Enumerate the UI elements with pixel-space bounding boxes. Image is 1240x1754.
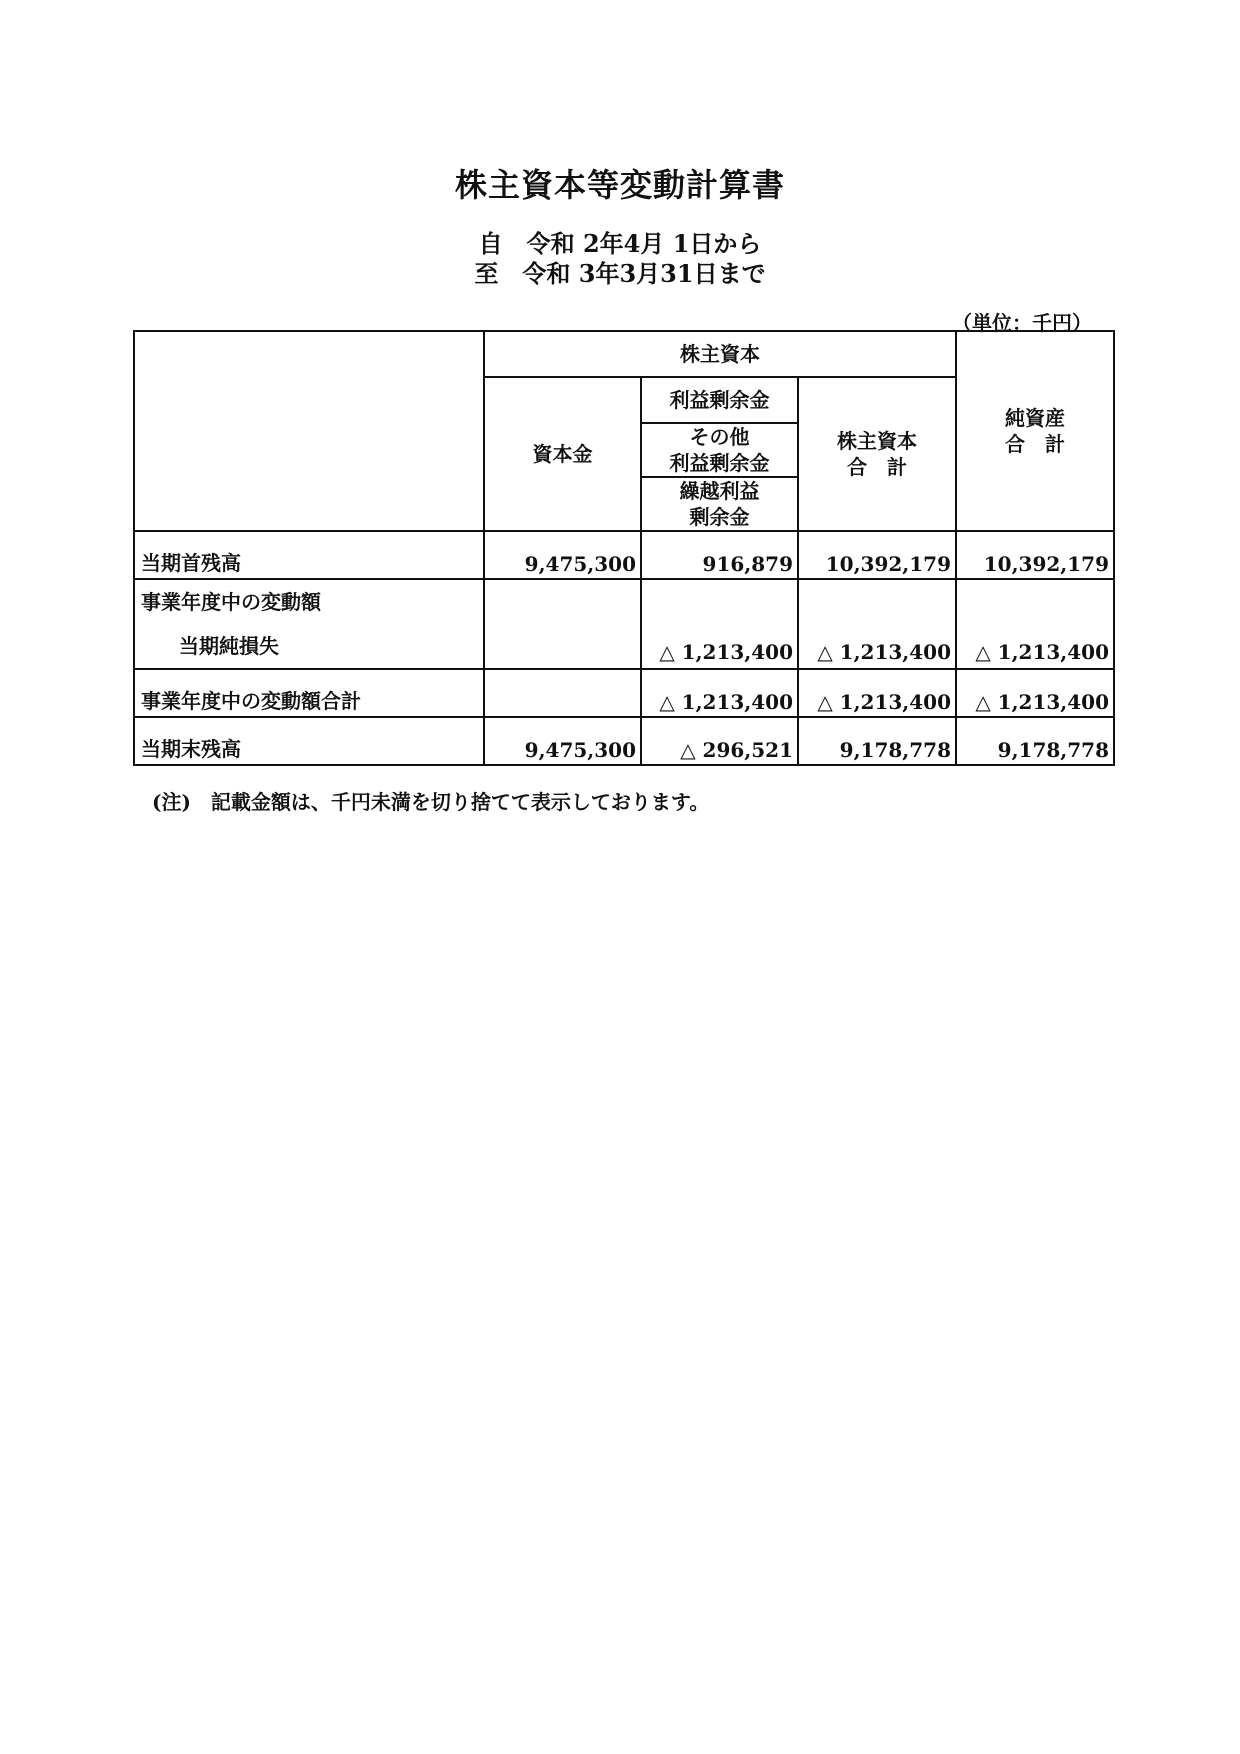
cell-equity-total: 9,178,778 xyxy=(798,717,956,765)
header-net-assets-total-line2: 合 計 xyxy=(1005,432,1066,456)
cell-carried-forward: △ 1,213,400 xyxy=(641,669,798,717)
cell-net-loss-net-assets-total: △ 1,213,400 xyxy=(956,579,1114,669)
period-to: 至 令和 3年3月31日まで xyxy=(474,259,766,288)
period-from: 自 令和 2年4月 1日から xyxy=(478,229,762,258)
header-net-assets-total-line1: 純資産 xyxy=(1005,406,1066,430)
cell-capital xyxy=(484,669,641,717)
row-changes-total xyxy=(134,669,1114,717)
changes-header-label: 事業年度中の変動額 xyxy=(141,590,321,614)
cell-net-assets-total: △ 1,213,400 xyxy=(956,669,1114,717)
row-label: 当期首残高 xyxy=(134,531,484,579)
cell-net-loss-capital xyxy=(484,579,641,669)
row-label: 当期末残高 xyxy=(134,717,484,765)
document-title: 株主資本等変動計算書 xyxy=(454,166,785,204)
row-changes-during-year xyxy=(134,579,1114,669)
cell-carried-forward: △ 296,521 xyxy=(641,717,798,765)
row-ending-balance xyxy=(134,717,1114,765)
header-blank-cell xyxy=(134,331,484,531)
footnote: (注) 記載金額は、千円未満を切り捨てて表示しております。 xyxy=(152,790,710,814)
header-row-1 xyxy=(134,331,1114,377)
header-net-assets-total xyxy=(956,331,1114,531)
row-beginning-balance xyxy=(134,531,1114,579)
cell-net-assets-total: 9,178,778 xyxy=(956,717,1114,765)
row-label: 事業年度中の変動額合計 xyxy=(134,669,484,717)
header-retained-earnings: 利益剰余金 xyxy=(641,377,798,423)
header-other-retained-earnings xyxy=(641,423,798,477)
cell-equity-total: 10,392,179 xyxy=(798,531,956,579)
header-equity-total-line2: 合 計 xyxy=(847,455,907,479)
header-shareholders-equity: 株主資本 xyxy=(484,331,956,377)
header-carried-forward-line1: 繰越利益 xyxy=(679,479,760,503)
unit-label: （単位：千円） xyxy=(952,311,1092,335)
cell-net-loss-carried-forward: △ 1,213,400 xyxy=(641,579,798,669)
cell-carried-forward: 916,879 xyxy=(641,531,798,579)
statement-table xyxy=(133,330,1115,766)
header-equity-total xyxy=(798,377,956,531)
header-other-retained-line2: 利益剰余金 xyxy=(669,451,770,475)
header-carried-forward xyxy=(641,477,798,531)
cell-capital: 9,475,300 xyxy=(484,531,641,579)
net-loss-label: 当期純損失 xyxy=(179,634,279,658)
header-carried-forward-line2: 剰余金 xyxy=(689,505,750,529)
header-equity-total-line1: 株主資本 xyxy=(837,429,917,453)
header-capital: 資本金 xyxy=(484,377,641,531)
cell-net-loss-equity-total: △ 1,213,400 xyxy=(798,579,956,669)
cell-net-assets-total: 10,392,179 xyxy=(956,531,1114,579)
cell-equity-total: △ 1,213,400 xyxy=(798,669,956,717)
header-other-retained-line1: その他 xyxy=(689,425,750,449)
cell-capital: 9,475,300 xyxy=(484,717,641,765)
row-label-changes xyxy=(134,579,484,669)
